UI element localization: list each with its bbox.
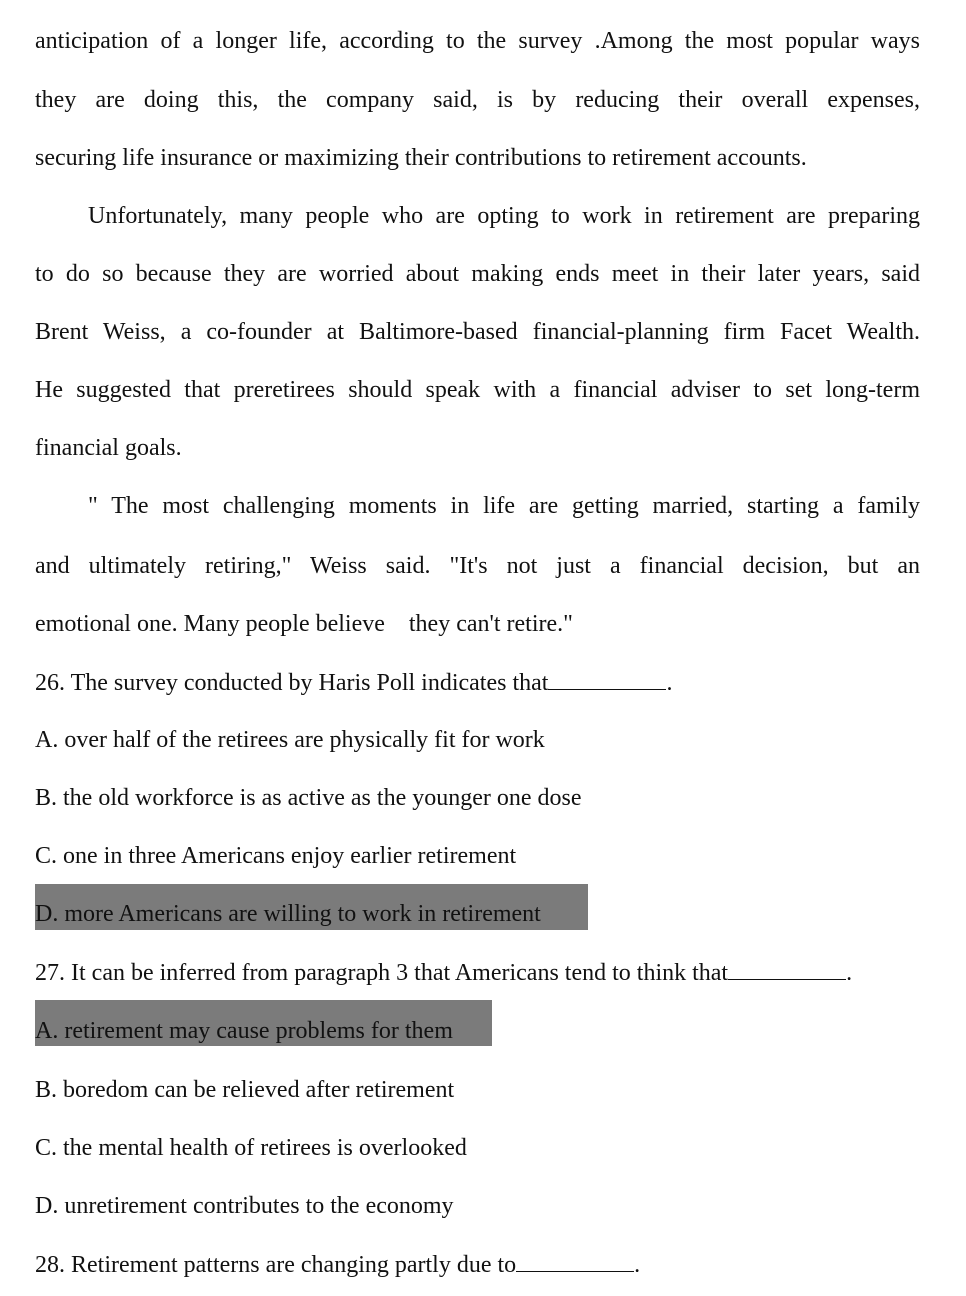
paragraph-2-line-5: financial goals. <box>35 435 182 461</box>
question-27-option-a: A. retirement may cause problems for them <box>35 1018 453 1044</box>
paragraph-3-line-1: " The most challenging moments in life are getting married, starting a family <box>88 493 920 519</box>
question-26-text: 26. The survey conducted by Haris Poll indicates that <box>35 670 549 696</box>
question-26-option-a: A. over half of the retirees are physically fit for work <box>35 727 545 753</box>
question-26-option-d: D. more Americans are willing to work in retirement <box>35 901 541 927</box>
question-28-stem <box>35 1249 920 1279</box>
paragraph-2-line-4: He suggested that preretirees should speak with a financial adviser to set long-term <box>35 377 920 403</box>
paragraph-3-line-2: and ultimately retiring," Weiss said. "It's not just a financial decision, but an <box>35 553 920 579</box>
question-26-option-c: C. one in three Americans enjoy earlier retirement <box>35 843 517 869</box>
question-27-option-d: D. unretirement contributes to the economy <box>35 1193 454 1219</box>
paragraph-3-line-3: emotional one. Many people believe they can't retire." <box>35 611 573 637</box>
paragraph-1-line-2: they are doing this, the company said, is by reducing their overall expenses, <box>35 87 920 113</box>
question-27-text: 27. It can be inferred from paragraph 3 that Americans tend to think that <box>35 960 729 986</box>
paragraph-2-line-3: Brent Weiss, a co-founder at Baltimore-based financial-planning firm Facet Wealth. <box>35 319 920 345</box>
question-26-option-b: B. the old workforce is as active as the younger one dose <box>35 785 582 811</box>
answer-blank-26 <box>548 667 666 690</box>
answer-blank-27 <box>728 957 846 980</box>
paragraph-1-line-3: securing life insurance or maximizing their contributions to retirement accounts. <box>35 145 807 171</box>
question-27-option-b: B. boredom can be relieved after retirement <box>35 1077 455 1103</box>
paragraph-1-line-1: anticipation of a longer life, according to the survey .Among the most popular ways <box>35 28 920 54</box>
paragraph-2-line-1: Unfortunately, many people who are opting to work in retirement are preparing <box>88 203 920 229</box>
question-28-text: 28. Retirement patterns are changing partly due to <box>35 1252 517 1278</box>
answer-blank-28 <box>516 1249 634 1272</box>
question-27-option-c: C. the mental health of retirees is overlooked <box>35 1135 467 1161</box>
question-27-end: . <box>846 960 853 986</box>
question-28-end: . <box>634 1252 641 1278</box>
question-26-end: . <box>666 670 673 696</box>
paragraph-2-line-2: to do so because they are worried about making ends meet in their later years, said <box>35 261 920 287</box>
question-27-stem <box>35 957 920 987</box>
question-26-stem <box>35 667 920 697</box>
